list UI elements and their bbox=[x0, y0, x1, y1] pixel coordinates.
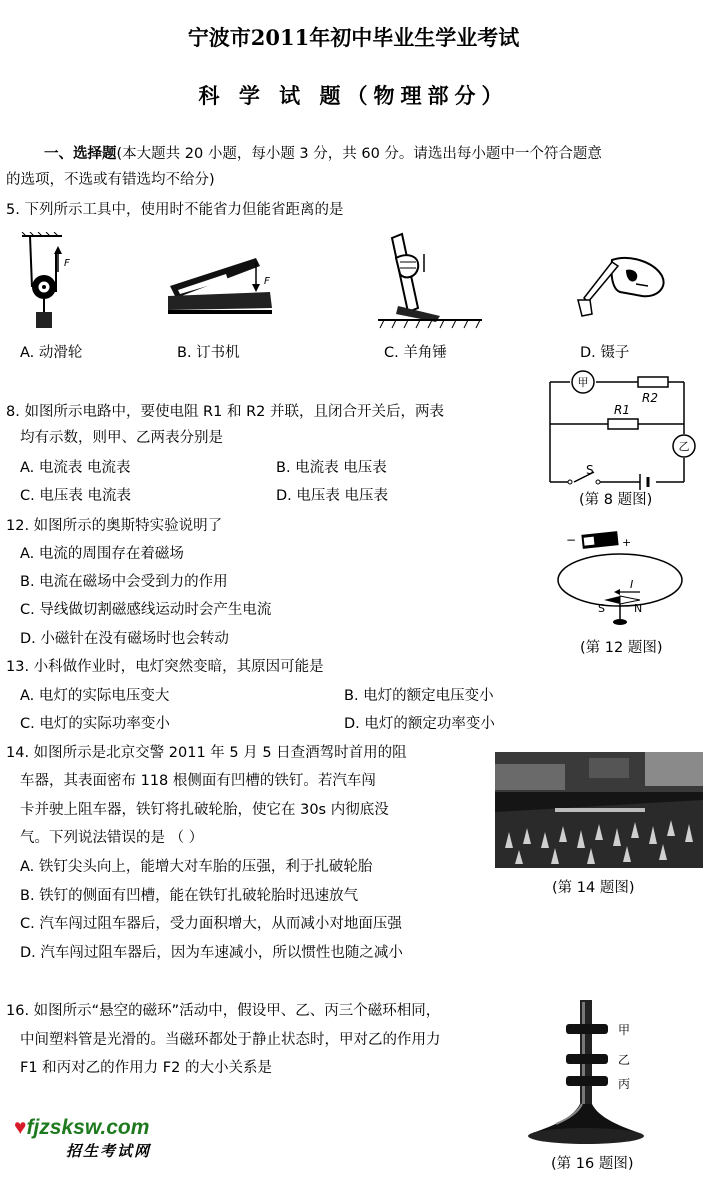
q16-stem-line2: 中间塑料管是光滑的。当磁环都处于静止状态时，甲对乙的作用力 bbox=[20, 1032, 441, 1048]
spike-strip-photo bbox=[495, 752, 703, 868]
current-label: I bbox=[630, 578, 634, 591]
q13-option-b: B. 电灯的额定电压变小 bbox=[344, 688, 494, 704]
ring-jia-label: 甲 bbox=[618, 1023, 631, 1037]
floating-magnet-rings-figure bbox=[526, 994, 666, 1148]
q8-stem-line2: 均有示数，则甲、乙两表分别是 bbox=[20, 430, 223, 446]
q8-option-d: D. 电压表 电压表 bbox=[276, 488, 388, 504]
q8-option-b: B. 电流表 电压表 bbox=[276, 460, 387, 476]
q14-option-b: B. 铁钉的侧面有凹槽，能在铁钉扎破轮胎时迅速放气 bbox=[20, 888, 359, 904]
claw-hammer-figure bbox=[378, 232, 486, 332]
q14-caption: (第 14 题图) bbox=[552, 880, 635, 896]
q12-caption: (第 12 题图) bbox=[580, 640, 663, 656]
q14-stem-line3: 卡并驶上阻车器，铁钉将扎破轮胎，使它在 30s 内彻底没 bbox=[20, 802, 389, 818]
q8-option-c: C. 电压表 电流表 bbox=[20, 488, 131, 504]
r2-label: R2 bbox=[642, 391, 658, 405]
q12-option-b: B. 电流在磁场中会受到力的作用 bbox=[20, 574, 228, 590]
oersted-experiment-figure bbox=[554, 522, 696, 634]
q14-option-c: C. 汽车闯过阻车器后，受力面积增大，从而减小对地面压强 bbox=[20, 916, 402, 932]
site-logo bbox=[14, 1116, 151, 1161]
ring-bing-label: 丙 bbox=[618, 1077, 631, 1091]
q5-option-c: C. 羊角锤 bbox=[384, 345, 447, 361]
compass-south: S bbox=[598, 602, 605, 615]
q5-option-a: A. 动滑轮 bbox=[20, 345, 83, 361]
meter-jia-label: 甲 bbox=[577, 376, 589, 389]
q14-stem-line2: 车器，其表面密布 118 根侧面有凹槽的铁钉。若汽车闯 bbox=[20, 773, 376, 789]
switch-label: S bbox=[586, 463, 594, 477]
q13-option-c: C. 电灯的实际功率变小 bbox=[20, 716, 170, 732]
q5-option-d: D. 镊子 bbox=[580, 345, 630, 361]
q8-caption: (第 8 题图) bbox=[579, 492, 653, 508]
movable-pulley-figure bbox=[18, 232, 88, 336]
q12-option-a: A. 电流的周围存在着磁场 bbox=[20, 546, 184, 562]
stapler-force-label: F bbox=[264, 276, 270, 287]
compass-north: N bbox=[634, 602, 643, 615]
q14-option-a: A. 铁钉尖头向上，能增大对车胎的压强，利于扎破轮胎 bbox=[20, 859, 373, 875]
tweezers-figure bbox=[576, 250, 668, 322]
section-text-line2: 的选项，不选或有错选均不给分) bbox=[6, 172, 215, 188]
logo-tagline: 招生考试网 bbox=[66, 1142, 152, 1160]
q13-stem: 13. 小科做作业时，电灯突然变暗，其原因可能是 bbox=[6, 659, 324, 675]
section-heading: 一、选择题 bbox=[44, 146, 117, 162]
q16-stem-line1: 16. 如图所示“悬空的磁环”活动中，假设甲、乙、丙三个磁环相同， bbox=[6, 1003, 441, 1019]
q14-option-d: D. 汽车闯过阻车器后，因为车速减小，所以惯性也随之减小 bbox=[20, 945, 403, 961]
section-instructions bbox=[44, 144, 602, 164]
ring-yi-label: 乙 bbox=[618, 1053, 631, 1067]
pulley-force-label: F bbox=[64, 258, 70, 269]
page-title: 宁波市2011年初中毕业生学业考试 bbox=[187, 25, 520, 50]
q12-stem: 12. 如图所示的奥斯特实验说明了 bbox=[6, 518, 223, 534]
battery-positive: + bbox=[622, 536, 632, 549]
q12-option-c: C. 导线做切割磁感线运动时会产生电流 bbox=[20, 602, 272, 618]
logo-heart-icon: ♥ bbox=[14, 1116, 27, 1139]
section-text: (本大题共 20 小题，每小题 3 分，共 60 分。请选出每小题中一个符合题意 bbox=[116, 146, 602, 162]
stapler-figure bbox=[166, 252, 278, 318]
q5-stem: 5. 下列所示工具中，使用时不能省力但能省距离的是 bbox=[6, 202, 344, 218]
q8-stem-line1: 8. 如图所示电路中，要使电阻 R1 和 R2 并联，且闭合开关后，两表 bbox=[6, 404, 444, 420]
q13-option-a: A. 电灯的实际电压变大 bbox=[20, 688, 170, 704]
battery-negative: − bbox=[566, 533, 577, 547]
page-subtitle: 科 学 试 题（物理部分） bbox=[198, 83, 509, 108]
q16-stem-line3: F1 和丙对乙的作用力 F2 的大小关系是 bbox=[20, 1060, 272, 1076]
q12-option-d: D. 小磁针在没有磁场时也会转动 bbox=[20, 631, 229, 647]
meter-yi-label: 乙 bbox=[678, 440, 690, 453]
q14-stem-line1: 14. 如图所示是北京交警 2011 年 5 月 5 日查酒驾时首用的阻 bbox=[6, 745, 407, 761]
logo-site-name: fjzsksw.com bbox=[26, 1116, 150, 1139]
q16-caption: (第 16 题图) bbox=[551, 1156, 634, 1172]
r1-label: R1 bbox=[614, 403, 630, 417]
q14-stem-line4: 气。下列说法错误的是 （ ） bbox=[20, 830, 204, 846]
q8-option-a: A. 电流表 电流表 bbox=[20, 460, 131, 476]
circuit-diagram bbox=[540, 370, 700, 490]
q5-option-b: B. 订书机 bbox=[177, 345, 240, 361]
q13-option-d: D. 电灯的额定功率变小 bbox=[344, 716, 495, 732]
